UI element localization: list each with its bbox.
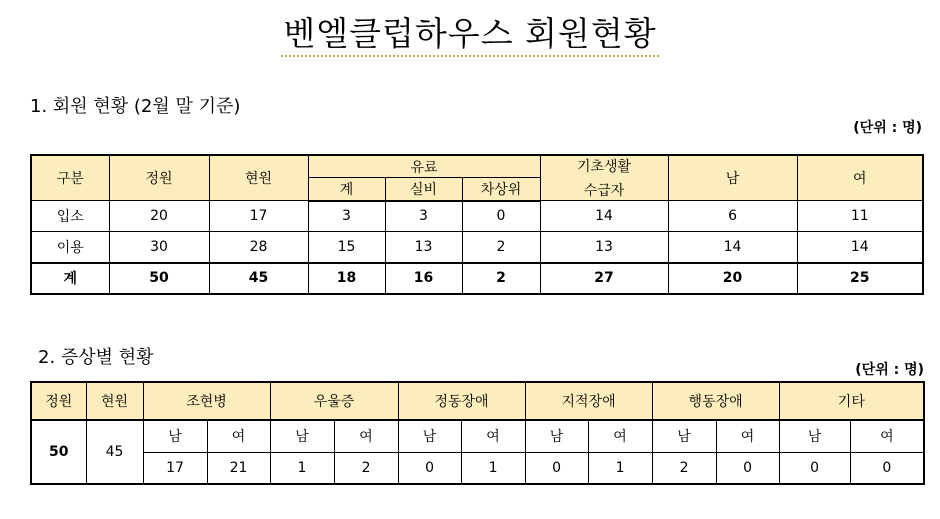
label-female: 여 [334,420,398,452]
header-current: 현원 [209,155,308,201]
section1-unit: (단위 : 명) [853,120,922,136]
cell-male: 14 [668,232,797,263]
header-quota: 정원 [31,382,86,420]
label-male: 남 [398,420,461,452]
table-row-total [31,263,923,294]
header-basic-line1: 기초생활 [576,159,632,175]
cell-basic: 13 [540,232,668,263]
cell-intellectual-male: 0 [525,452,588,484]
cell-intellectual-female: 1 [588,452,652,484]
header-paid: 유료 [308,155,540,178]
cell-paid-upper: 2 [462,263,540,294]
label-female: 여 [716,420,779,452]
cell-quota: 20 [109,201,209,232]
gender-label-row [31,420,924,452]
cell-female: 11 [797,201,923,232]
row-label: 계 [31,263,109,294]
cell-current: 17 [209,201,308,232]
label-female: 여 [588,420,652,452]
table-row [31,232,923,263]
label-female: 여 [850,420,924,452]
cell-current: 45 [86,420,143,484]
cell-paid-total: 18 [308,263,385,294]
cell-paid-upper: 2 [462,232,540,263]
cell-quota: 50 [31,420,86,484]
cell-depression-male: 1 [270,452,334,484]
cell-male: 20 [668,263,797,294]
cell-basic: 27 [540,263,668,294]
label-male: 남 [525,420,588,452]
cell-paid-actual: 16 [385,263,462,294]
cell-current: 28 [209,232,308,263]
header-schizophrenia: 조현병 [143,382,270,420]
label-male: 남 [143,420,207,452]
cell-other-male: 0 [779,452,850,484]
page-title: 벤엘클럽하우스 회원현황 [0,8,940,55]
member-status-table [30,154,924,295]
header-other: 기타 [779,382,924,420]
label-male: 남 [270,420,334,452]
cell-paid-actual: 3 [385,201,462,232]
cell-quota: 50 [109,263,209,294]
header-paid-upper: 차상위 [462,178,540,201]
section2-unit: (단위 : 명) [855,362,924,378]
cell-female: 25 [797,263,923,294]
cell-schizophrenia-female: 21 [207,452,270,484]
row-label: 이용 [31,232,109,263]
cell-male: 6 [668,201,797,232]
header-paid-total: 계 [308,178,385,201]
cell-quota: 30 [109,232,209,263]
header-male: 남 [668,155,797,201]
label-female: 여 [461,420,525,452]
cell-other-female: 0 [850,452,924,484]
symptom-status-table [30,381,925,485]
header-basic-line2: 수급자 [583,183,625,199]
header-mood-disorder: 정동장애 [398,382,525,420]
label-male: 남 [779,420,850,452]
cell-current: 45 [209,263,308,294]
cell-schizophrenia-male: 17 [143,452,207,484]
cell-basic: 14 [540,201,668,232]
header-gubun: 구분 [31,155,109,201]
header-intellectual-disability: 지적장애 [525,382,652,420]
header-quota: 정원 [109,155,209,201]
header-depression: 우울증 [270,382,398,420]
cell-behavior-female: 0 [716,452,779,484]
cell-paid-actual: 13 [385,232,462,263]
header-behavior-disorder: 행동장애 [652,382,779,420]
cell-paid-total: 3 [308,201,385,232]
label-male: 남 [652,420,716,452]
value-row [31,452,924,484]
cell-paid-upper: 0 [462,201,540,232]
section1-heading: 1. 회원 현황 (2월 말 기준) [30,96,241,117]
cell-female: 14 [797,232,923,263]
section2-heading: 2. 증상별 현황 [38,347,154,368]
cell-mood-female: 1 [461,452,525,484]
header-basic [540,155,668,201]
cell-mood-male: 0 [398,452,461,484]
cell-behavior-male: 2 [652,452,716,484]
header-current: 현원 [86,382,143,420]
cell-depression-female: 2 [334,452,398,484]
row-label: 입소 [31,201,109,232]
label-female: 여 [207,420,270,452]
cell-paid-total: 15 [308,232,385,263]
header-paid-actual: 실비 [385,178,462,201]
header-female: 여 [797,155,923,201]
table-row [31,201,923,232]
